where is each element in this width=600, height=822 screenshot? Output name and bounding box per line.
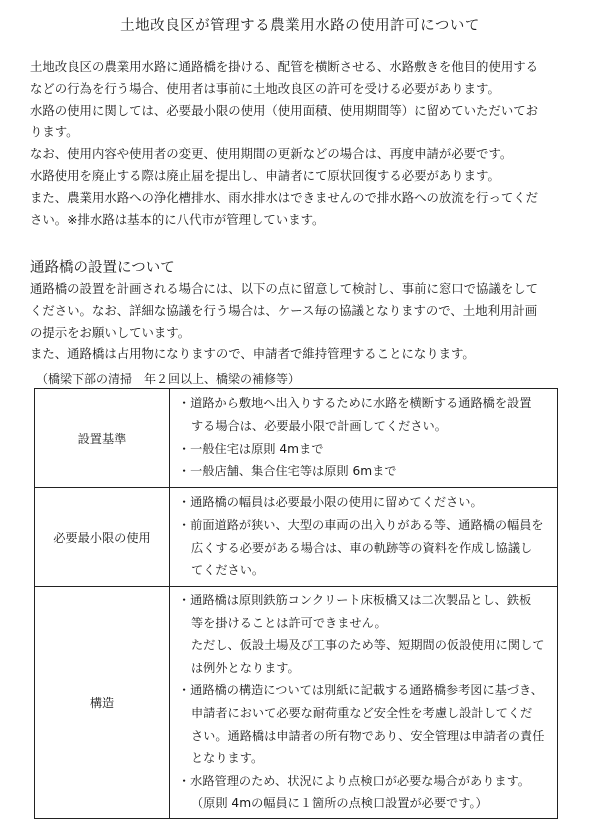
bullet-item xyxy=(178,491,549,514)
row-label: 必要最小限の使用 xyxy=(35,488,170,587)
table-row xyxy=(35,488,558,587)
bullet-continuation: （原則 4mの幅員に１箇所の点検口設置が必要です。） xyxy=(191,796,488,811)
section-line: 通路橋の設置を計画される場合には、以下の点に留意して検討し、事前に窓口で協議をして xyxy=(30,281,539,296)
section-paragraph xyxy=(30,278,558,343)
intro-line: 水路の使用に関しては、必要最小限の使用（使用面積、使用期間等）に留めていただいてお xyxy=(30,102,539,118)
section-body xyxy=(30,278,558,365)
bullet-text: ・通路橋の構造については別紙に記載する通路橋参考図に基づき、 xyxy=(178,683,543,698)
bullet-continuation: となります。 xyxy=(191,751,264,766)
section-heading: 通路橋の設置について xyxy=(30,260,175,276)
bullet-continuation: 広くする必要がある場合は、車の軌跡等の資料を作成し協議し xyxy=(191,540,533,555)
bullet-continuation: 申請者において必要な耐荷重など安全性を考慮し設計してくだ xyxy=(191,705,533,720)
intro-paragraph xyxy=(30,100,558,144)
row-content xyxy=(170,488,558,587)
bullet-text: ・通路橋は原則鉄筋コンクリート床板橋又は二次製品とし、鉄板 xyxy=(178,593,532,607)
section-line: の提示をお願いしています。 xyxy=(30,324,191,340)
bullet-continuation: は例外となります。 xyxy=(191,660,300,675)
bullet-continuation: 等を掛けることは許可できません。 xyxy=(191,615,387,630)
section-paragraph xyxy=(30,343,558,365)
bullet-item xyxy=(178,392,549,437)
bullet-item xyxy=(178,679,549,769)
bullet-text: ・通路橋の幅員は必要最小限の使用に留めてください。 xyxy=(178,495,483,510)
intro-line: 土地改良区の農業用水路に通路橋を掛ける、配管を横断させる、水路敷きを他目的使用する xyxy=(30,59,539,74)
bullet-item xyxy=(178,438,549,461)
table-row xyxy=(35,587,558,819)
bullet-text: ・一般住宅は原則 4mまで xyxy=(178,441,324,456)
intro-line: また、農業用水路への浄化槽排水、雨水排水はできませんので排水路への放流を行ってくだ xyxy=(30,189,539,205)
bullet-continuation: ただし、仮設土場及び工事のため等、短期間の仮設使用に関して xyxy=(191,638,545,653)
intro-line: ります。 xyxy=(30,124,79,140)
bullet-item xyxy=(178,770,549,815)
criteria-table xyxy=(34,388,558,819)
intro-paragraph xyxy=(30,143,558,165)
bullet-continuation: てください。 xyxy=(191,563,265,578)
intro-paragraph xyxy=(30,187,558,231)
row-content xyxy=(170,587,558,819)
section-line: ください。なお、詳細な協議を行う場合は、ケース毎の協議となりますので、土地利用計画 xyxy=(30,302,538,318)
row-label: 構造 xyxy=(35,587,170,819)
bullet-item xyxy=(178,514,549,582)
bullet-item xyxy=(178,589,549,679)
intro-text xyxy=(30,56,558,230)
intro-line: 水路使用を廃止する際は廃止届を提出し、申請者にて原状回復する必要があります。 xyxy=(30,167,500,183)
intro-paragraph xyxy=(30,56,558,100)
bullet-text: ・一般店舗、集合住宅等は原則 6mまで xyxy=(178,464,397,479)
intro-line: なお、使用内容や使用者の変更、使用期間の更新などの場合は、再度申請が必要です。 xyxy=(30,146,513,162)
intro-paragraph xyxy=(30,165,558,187)
intro-line: さい。※排水路は基本的に八代市が管理しています。 xyxy=(30,211,325,227)
bullet-text: ・道路から敷地へ出入りするために水路を横断する通路橋を設置 xyxy=(178,396,532,411)
bullet-text: ・水路管理のため、状況により点検口が必要な場合があります。 xyxy=(178,773,530,788)
bullet-continuation: する場合は、必要最小限で計画してください。 xyxy=(191,418,447,433)
document-title: 土地改良区が管理する農業用水路の使用許可について xyxy=(120,18,480,34)
table-note: （橋梁下部の清掃 年２回以上、橋梁の補修等） xyxy=(36,372,301,386)
bullet-continuation: さい。通路橋は申請者の所有物であり、安全管理は申請者の責任 xyxy=(191,728,545,743)
section-line: また、通路橋は占用物になりますので、申請者で維持管理することになります。 xyxy=(30,346,475,362)
bullet-item xyxy=(178,460,549,483)
row-label: 設置基準 xyxy=(35,389,170,488)
table-row xyxy=(35,389,558,488)
bullet-text: ・前面道路が狭い、大型の車両の出入りがある等、通路橋の幅員を xyxy=(178,517,544,532)
row-content xyxy=(170,389,558,488)
intro-line: などの行為を行う場合、使用者は事前に土地改良区の許可を受ける必要があります。 xyxy=(30,80,500,96)
